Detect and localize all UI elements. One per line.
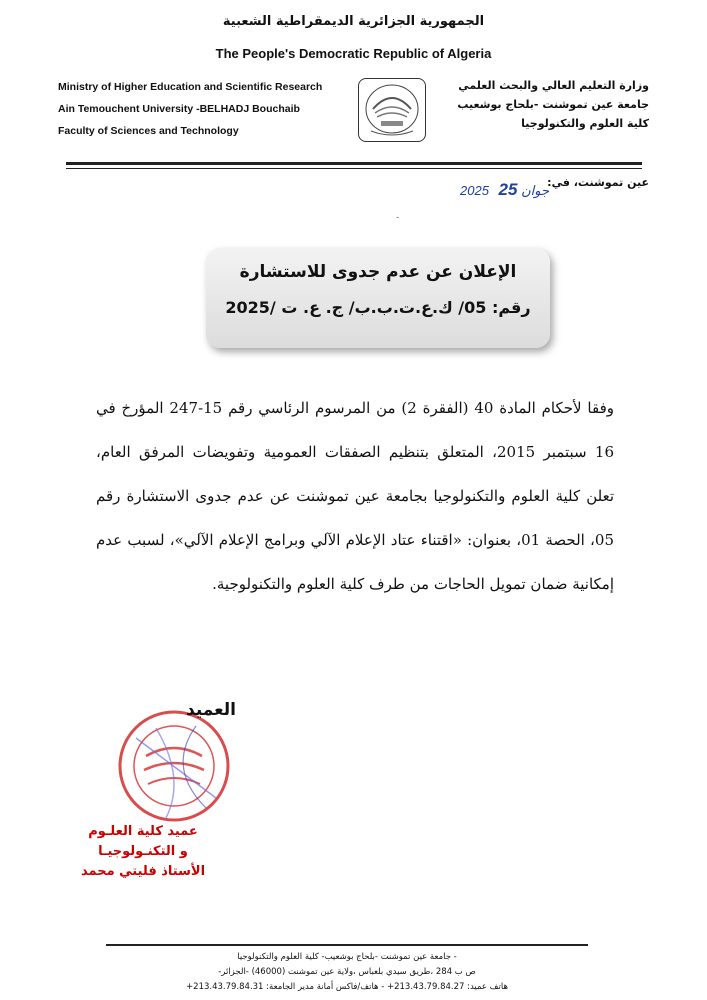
ministry-en: Ministry of Higher Education and Scientific Research	[58, 81, 323, 93]
faculty-stamp	[96, 708, 254, 828]
university-ar: جامعة عين تموشنت -بلحاج بوشعيب	[457, 98, 649, 111]
header-divider-thin	[66, 168, 642, 169]
footer-line-3: هاتف عميد: 213.43.79.84.27+ - هاتف/فاكس أمانة مدير الجامعة: 213.43.79.84.31+	[186, 982, 508, 992]
header-left-block	[58, 76, 348, 142]
notice-title: الإعلان عن عدم جدوى للاستشارة	[239, 262, 517, 282]
ministry-ar: وزارة التعليم العالي والبحث العلمي	[458, 79, 649, 92]
dateline-date	[460, 180, 549, 200]
date-month: جوان	[521, 183, 550, 198]
university-en: Ain Temouchent University -BELHADJ Bouchaib	[58, 103, 300, 115]
notice-number: رقم: 05/ ك.ع.ت.ب.ب/ ج. ع. ت /2025	[225, 298, 531, 317]
date-day: 25	[498, 180, 518, 199]
footer-line-1: - جامعة عين تموشنت -بلحاج بوشعيب- كلية العلوم والتكنولوجيا	[237, 952, 457, 962]
signatory-line-2: و التكنـولوجيـا	[98, 844, 188, 859]
faculty-ar: كلية العلوم والتكنولوجيا	[521, 117, 649, 130]
header-divider-thick	[66, 162, 642, 165]
signatory-line-3: الأستاذ فليتي محمد	[80, 864, 206, 879]
republic-title-en: The People's Democratic Republic of Algeria	[215, 46, 492, 61]
footer-line-2: ص ب 284 ،طريق سيدي بلعباس ،ولاية عين تموشنت (46000) -الجزائر-	[218, 967, 476, 977]
dean-title: العميد	[186, 700, 236, 720]
university-logo	[358, 78, 426, 142]
signatory-block	[58, 822, 228, 882]
dateline-place: عين تموشنت، في:	[547, 176, 649, 189]
footer-divider	[106, 944, 588, 946]
scan-mark: ˗	[396, 212, 400, 223]
signatory-line-1: عميد كلية العلـوم	[88, 824, 198, 839]
republic-title-ar: الجمهورية الجزائرية الديمقراطية الشعبية	[222, 14, 485, 29]
faculty-en: Faculty of Sciences and Technology	[58, 125, 239, 137]
header-right-block	[449, 76, 649, 133]
notice-body: وفقا لأحكام المادة 40 (الفقرة 2) من المرسوم الرئاسي رقم 15-247 المؤرخ في 16 سبتمبر 2015، المتعلق بتنظيم الصفقات العمومية وتفويضات المرفق العام، تعلن كلية العلوم والتكنولوجيا بجامعة عين تموشنت عن عدم جدوى الاستشارة رقم 05، الحصة 01، بعنوان: «اقتناء عتاد الإعلام الآلي وبرامج الإعلام الآلي»، لسبب عدم إمكانية ضمان تمويل الحاجات من طرف كلية العلوم والتكنولوجية.	[96, 399, 614, 593]
date-year: 2025	[460, 183, 489, 198]
footer-address	[106, 950, 588, 995]
